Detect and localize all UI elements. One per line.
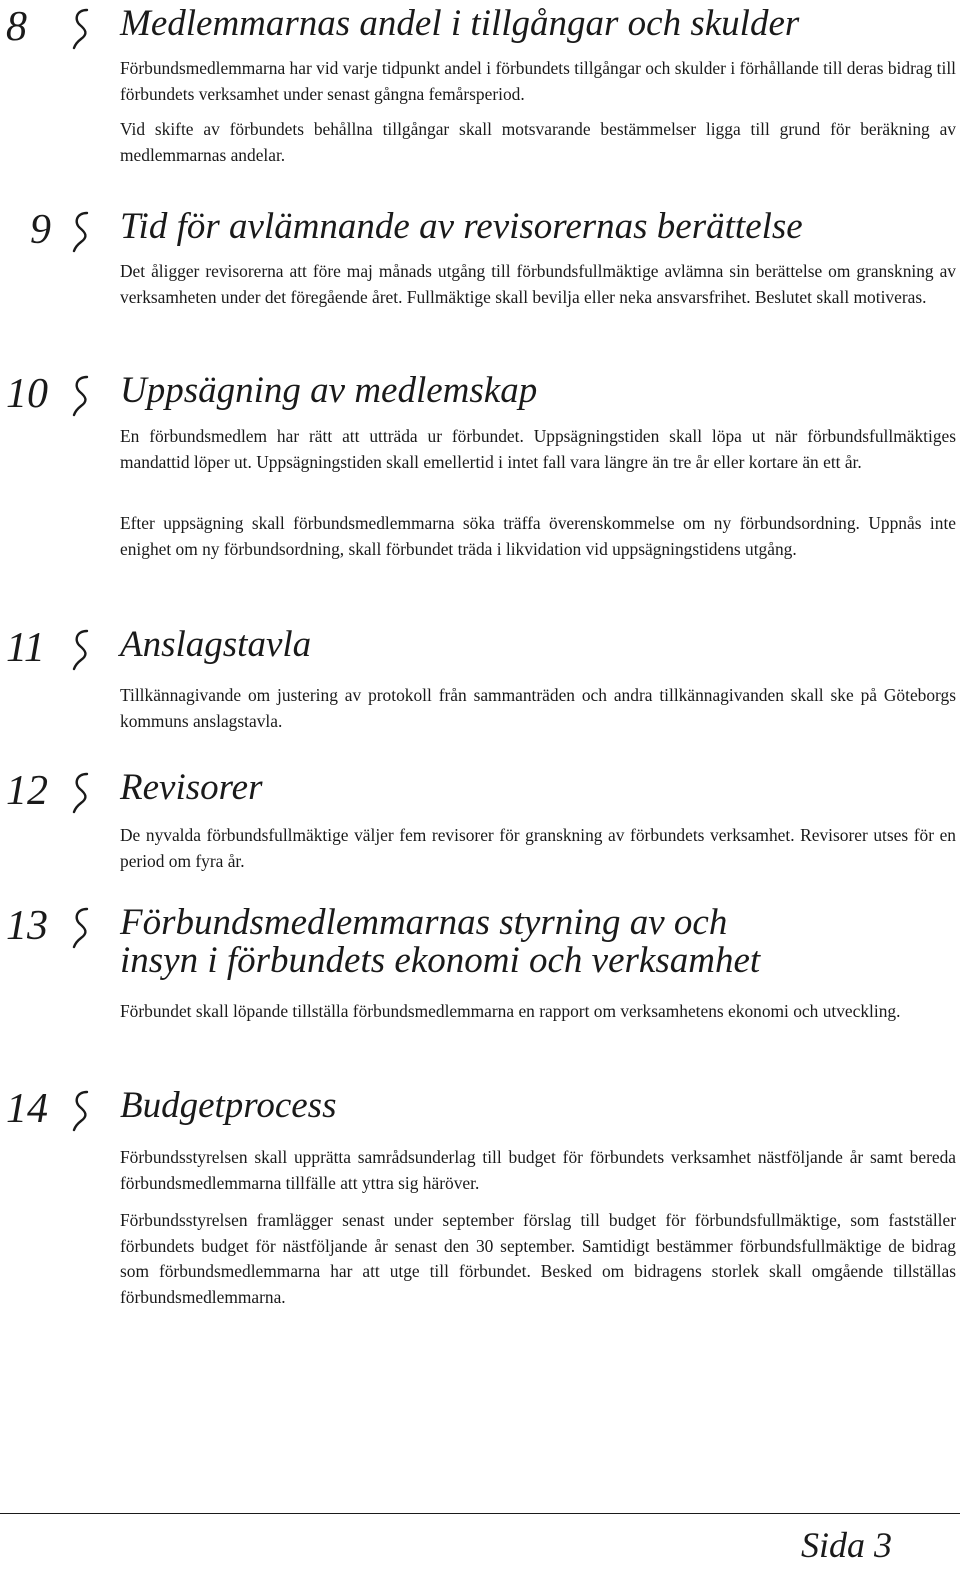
section-sign-icon [68,373,94,419]
section-sign-icon [68,6,94,52]
section-sign-icon [68,905,94,951]
section-title-line-2: insyn i förbundets ekonomi och verksamhet [120,940,761,981]
section-12-paragraph-1: De nyvalda förbundsfullmäktige väljer fem revisorer för granskning av förbundets verksamhet. Revisorer utses för en period om fyra år. [120,825,956,871]
section-title: Revisorer [120,767,263,808]
section-number: 13 [6,903,48,949]
section-number: 14 [6,1086,48,1132]
section-10-paragraph-2: Efter uppsägning skall förbundsmedlemmarna söka träffa överenskommelse om ny förbundsordning. Uppnås inte enighet om ny förbundsordning, skall förbundet träda i likvidation vid uppsägningstidens utgång. [120,513,956,559]
section-sign-icon [68,209,94,255]
section-11-paragraph-1: Tillkännagivande om justering av protokoll från sammanträden och andra tillkännagivanden skall ske på Göteborgs kommuns anslagstavla. [120,685,956,731]
section-9-paragraph-1: Det åligger revisorerna att före maj månads utgång till förbundsfullmäktige avlämna sin berättelse om granskning av verksamheten under det föregående året. Fullmäktige skall bevilja eller neka ansvarsfrihet. Beslutet skall motiveras. [120,261,956,307]
section-14-paragraph-2: Förbundsstyrelsen framlägger senast under september förslag till budget för förbundsfullmäktige, som fastställer förbundets budget för nästföljande år senast den 30 september. Samtidigt bestämmer förbundsfullmäktige de bidrag som förbundsmedlemmarna har att utge till förbundet. Besked om bidragens storlek skall omgående tillställas förbundsmedlemmarna. [120,1210,956,1307]
section-title-line-1: Förbundsmedlemmarnas styrning av och [120,902,728,943]
section-title: Uppsägning av medlemskap [120,370,538,411]
section-number: 9 [30,207,51,253]
section-8-paragraph-1: Förbundsmedlemmarna har vid varje tidpunkt andel i förbundets tillgångar och skulder i förhållande till deras bidrag till förbundets verksamhet under senast gångna femårsperiod. [120,58,956,104]
section-13-paragraph-1: Förbundet skall löpande tillställa förbundsmedlemmarna en rapport om verksamhetens ekonomi och utveckling. [120,1001,901,1021]
section-number: 12 [6,768,48,814]
section-8-paragraph-2: Vid skifte av förbundets behållna tillgångar skall motsvarande bestämmelser ligga till grund för beräkning av medlemmarnas andelar. [120,119,956,165]
footer-divider [0,1513,960,1514]
page-number: Sida 3 [800,1525,892,1565]
section-14-paragraph-1: Förbundsstyrelsen skall upprätta samrådsunderlag till budget för förbundets verksamhet nästföljande år samt bereda förbundsmedlemmarna tillfälle att yttra sig häröver. [120,1147,956,1193]
section-title: Tid för avlämnande av revisorernas berättelse [120,206,803,247]
section-title: Budgetprocess [120,1085,337,1126]
section-number: 11 [6,625,45,671]
section-number: 10 [6,371,48,417]
section-number: 8 [6,4,27,50]
section-title: Anslagstavla [120,624,312,665]
section-10-paragraph-1: En förbundsmedlem har rätt att utträda ur förbundet. Uppsägningstiden skall löpa ut när förbundsfullmäktiges mandattid löper ut. Uppsägningstiden skall emellertid i intet fall vara längre än tre år eller kortare än ett år. [120,426,956,472]
section-title: Medlemmarnas andel i tillgångar och skulder [120,3,800,44]
section-sign-icon [68,627,94,673]
section-sign-icon [68,770,94,816]
section-sign-icon [68,1088,94,1134]
